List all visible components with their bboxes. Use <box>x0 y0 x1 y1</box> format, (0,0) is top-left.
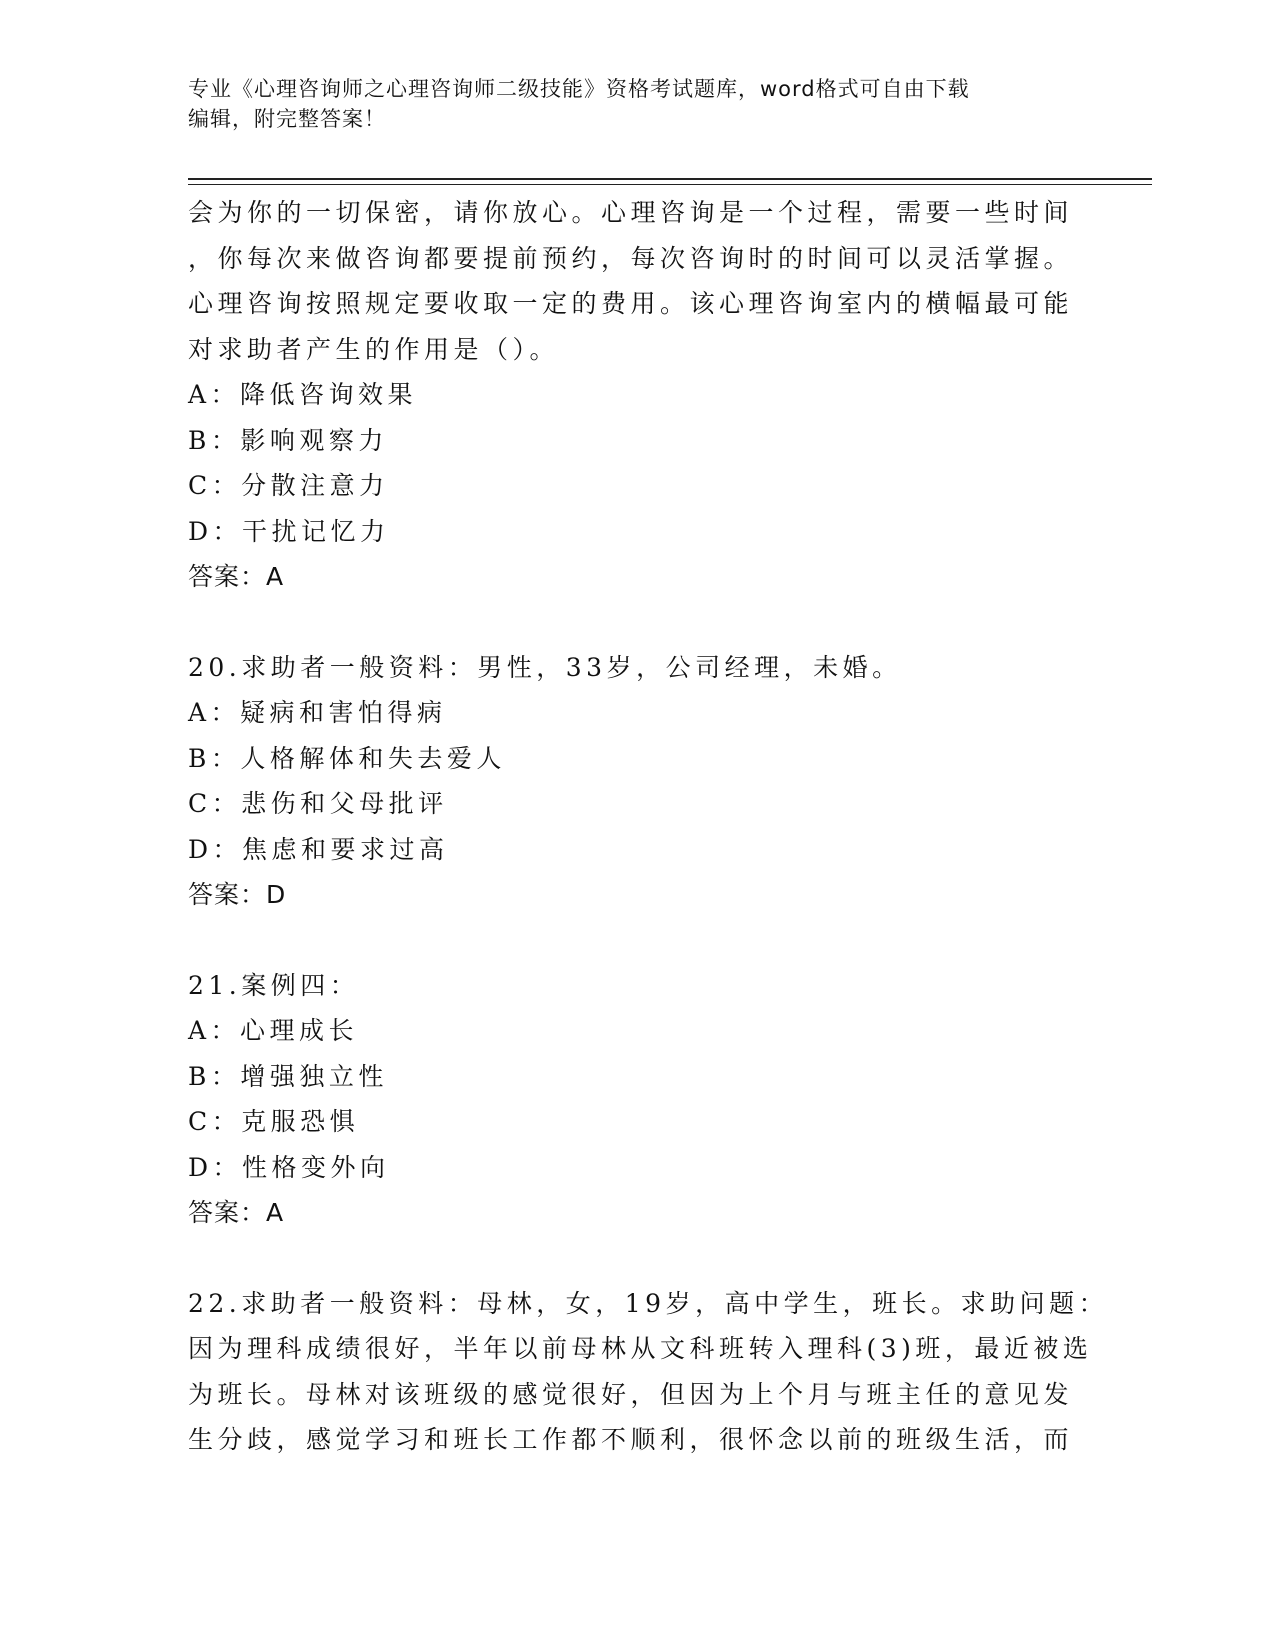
option-b: B：增强独立性 <box>188 1061 388 1091</box>
question-22 <box>188 1281 1109 1463</box>
option-a: A：心理成长 <box>188 1016 359 1045</box>
document-header <box>188 74 1088 134</box>
question-text: 对求助者产生的作用是（）。 <box>188 334 560 364</box>
document-body <box>188 190 1109 1463</box>
option-c: C：分散注意力 <box>188 471 389 500</box>
question-text: 22.求助者一般资料：母林，女，19岁，高中学生，班长。求助问题： <box>188 1288 1109 1318</box>
question-text: 为班长。母林对该班级的感觉很好，但因为上个月与班主任的意见发 <box>188 1379 1074 1409</box>
header-line-1: 专业《心理咨询师之心理咨询师二级技能》资格考试题库，word格式可自由下载 <box>188 77 970 101</box>
question-text: 21.案例四： <box>188 970 360 1000</box>
option-a: A：降低咨询效果 <box>188 380 418 409</box>
option-b: B：影响观察力 <box>188 425 388 455</box>
option-c: C：悲伤和父母批评 <box>188 789 448 818</box>
question-19-continued <box>188 190 1088 600</box>
header-divider <box>188 178 1152 185</box>
question-text: 生分歧，感觉学习和班长工作都不顺利，很怀念以前的班级生活，而 <box>188 1425 1074 1454</box>
option-c: C：克服恐惧 <box>188 1107 360 1136</box>
question-21 <box>188 963 1088 1236</box>
question-text: 因为理科成绩很好，半年以前母林从文科班转入理科(3)班，最近被选 <box>188 1334 1093 1363</box>
question-text: ，你每次来做咨询都要提前预约，每次咨询时的时间可以灵活掌握。 <box>188 243 1074 273</box>
header-line-2: 编辑，附完整答案！ <box>188 107 386 131</box>
question-20 <box>188 645 1088 918</box>
option-b: B：人格解体和失去爱人 <box>188 743 506 773</box>
answer: 答案：A <box>188 1198 285 1227</box>
answer: 答案：D <box>188 880 287 909</box>
option-a: A：疑病和害怕得病 <box>188 698 447 727</box>
answer: 答案：A <box>188 562 285 591</box>
question-text: 会为你的一切保密，请你放心。心理咨询是一个过程，需要一些时间 <box>188 198 1074 227</box>
option-d: D：焦虑和要求过高 <box>188 834 449 864</box>
question-text: 心理咨询按照规定要收取一定的费用。该心理咨询室内的横幅最可能 <box>188 289 1074 318</box>
question-text: 20.求助者一般资料：男性，33岁，公司经理，未婚。 <box>188 652 902 682</box>
option-d: D：干扰记忆力 <box>188 516 390 546</box>
option-d: D：性格变外向 <box>188 1152 390 1182</box>
